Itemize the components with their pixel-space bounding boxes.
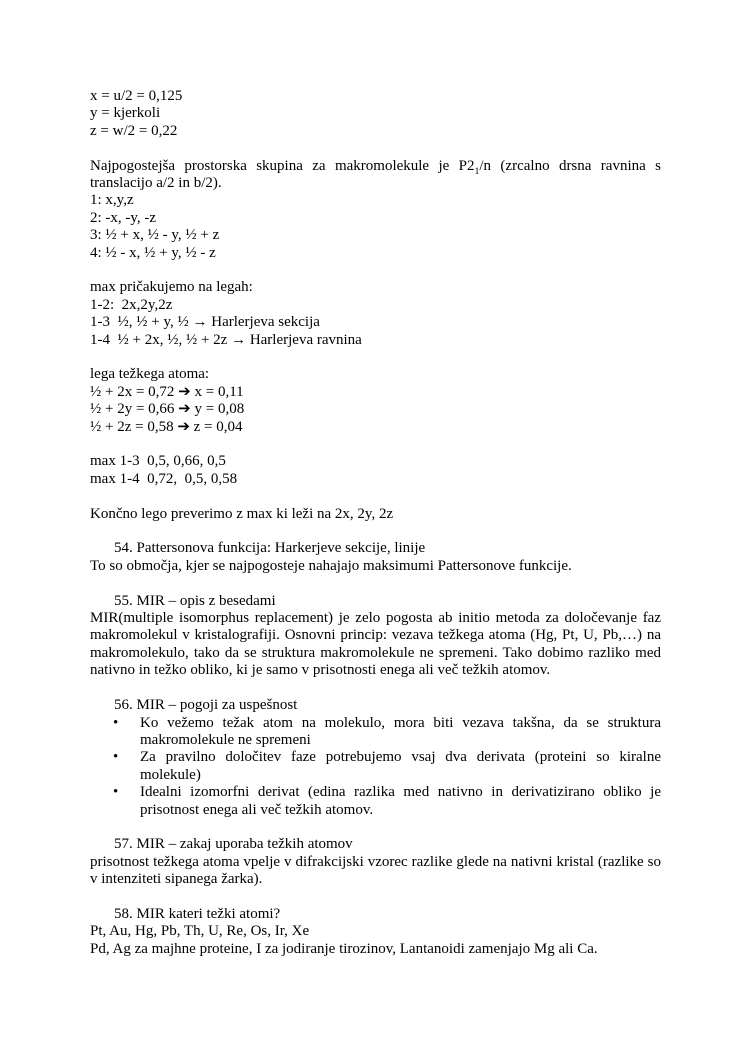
symmetry-op-2: 2: -x, -y, -z: [90, 209, 157, 226]
spacegroup-text-pre: Najpogostejša prostorska skupina za makromolekule je P2: [90, 157, 475, 174]
spacegroup-subscript: 1: [474, 165, 480, 177]
section-58-heading: 58. MIR kateri težki atomi?: [114, 905, 281, 922]
symmetry-op-3: 3: ½ + x, ½ - y, ½ + z: [90, 227, 220, 244]
section-56-heading: 56. MIR – pogoji za uspešnost: [114, 697, 298, 714]
bullet-item-2: [90, 749, 661, 784]
max-legah-line-12: 1-2: 2x,2y,2z: [90, 296, 173, 313]
section-58-elements-line: Pt, Au, Hg, Pb, Th, U, Re, Os, Ir, Xe: [90, 923, 310, 940]
section-57: [90, 836, 661, 888]
bullet-text-1: Ko vežemo težak atom na molekulo, mora biti vezava takšna, da se struktura makromolekule ne spremeni: [140, 714, 661, 748]
spacegroup-text-post: /n (zrcalno drsna ravnina s translacijo a/2 in b/2).: [90, 157, 661, 192]
section-57-body: prisotnost težkega atoma vpelje v difrakcijski vzorec razlike glede na nativni kristal (razlike so v intenziteti sipanega žarka).: [90, 853, 661, 888]
section-58: [90, 906, 661, 958]
coords-line-z: z = w/2 = 0,22: [90, 122, 178, 139]
lega-line-z: ½ + 2z = 0,58 ➔ z = 0,04: [90, 418, 243, 435]
heavy-atom-position-block: [90, 366, 661, 436]
koncno-block: [90, 506, 661, 523]
lega-line-y: ½ + 2y = 0,66 ➔ y = 0,08: [90, 401, 245, 418]
section-56: [90, 697, 661, 819]
bullet-icon: •: [113, 749, 119, 766]
coords-line-y: y = kjerkoli: [90, 105, 161, 122]
section-55-body: MIR(multiple isomorphus replacement) je zelo pogosta ab initio metoda za določevanje faz makromolekul v kristalografiji. Osnovni princip: vezava težkega atoma (Hg, Pt, U, Pb,…) na makromolekulo, tako da se struktura makromolekule ne spremeni. Tako dobimo razliko med nativno in težko obliko, ki je samo v prisotnosti enega ali več težkih atomov.: [90, 610, 661, 679]
coords-line-x: x = u/2 = 0,125: [90, 88, 183, 104]
section-54-heading: 54. Pattersonova funkcija: Harkerjeve sekcije, linije: [114, 540, 426, 557]
coords-block: [90, 88, 661, 140]
section-57-heading: 57. MIR – zakaj uporaba težkih atomov: [114, 836, 353, 853]
section-54: [90, 540, 661, 575]
max-legah-block: [90, 279, 661, 349]
koncno-line: Končno lego preverimo z max ki leži na 2x, 2y, 2z: [90, 505, 394, 522]
section-55: [90, 593, 661, 680]
symmetry-op-1: 1: x,y,z: [90, 192, 134, 209]
max-legah-title: max pričakujemo na legah:: [90, 279, 253, 296]
lega-title: lega težkega atoma:: [90, 366, 210, 383]
spacegroup-paragraph: [90, 158, 661, 193]
symmetry-op-4: 4: ½ - x, ½ + y, ½ - z: [90, 244, 216, 261]
bullet-icon: •: [113, 784, 119, 801]
bullet-item-1: [90, 715, 661, 750]
max-legah-line-14: 1-4 ½ + 2x, ½, ½ + 2z → Harlerjeva ravnina: [90, 331, 362, 348]
spacegroup-block: [90, 158, 661, 262]
bullet-item-3: [90, 784, 661, 819]
max-13-result: max 1-3 0,5, 0,66, 0,5: [90, 453, 226, 470]
bullet-icon: •: [113, 714, 119, 731]
section-55-heading: 55. MIR – opis z besedami: [114, 592, 276, 609]
lega-line-x: ½ + 2x = 0,72 ➔ x = 0,11: [90, 383, 244, 400]
section-54-body: To so območja, kjer se najpogosteje nahajajo maksimumi Pattersonove funkcije.: [90, 557, 572, 574]
max-results-block: [90, 453, 661, 488]
max-legah-line-13: 1-3 ½, ½ + y, ½ → Harlerjeva sekcija: [90, 314, 320, 331]
section-58-notes-line: Pd, Ag za majhne proteine, I za jodiranje tirozinov, Lantanoidi zamenjajo Mg ali Ca.: [90, 940, 598, 957]
bullet-text-3: Idealni izomorfni derivat (edina razlika med nativno in derivatizirano obliko je prisotnost enega ali več težkih atomov.: [140, 784, 661, 818]
max-14-result: max 1-4 0,72, 0,5, 0,58: [90, 470, 238, 487]
bullet-text-2: Za pravilno določitev faze potrebujemo vsaj dva derivata (proteini so kiralne molekule): [140, 749, 661, 783]
